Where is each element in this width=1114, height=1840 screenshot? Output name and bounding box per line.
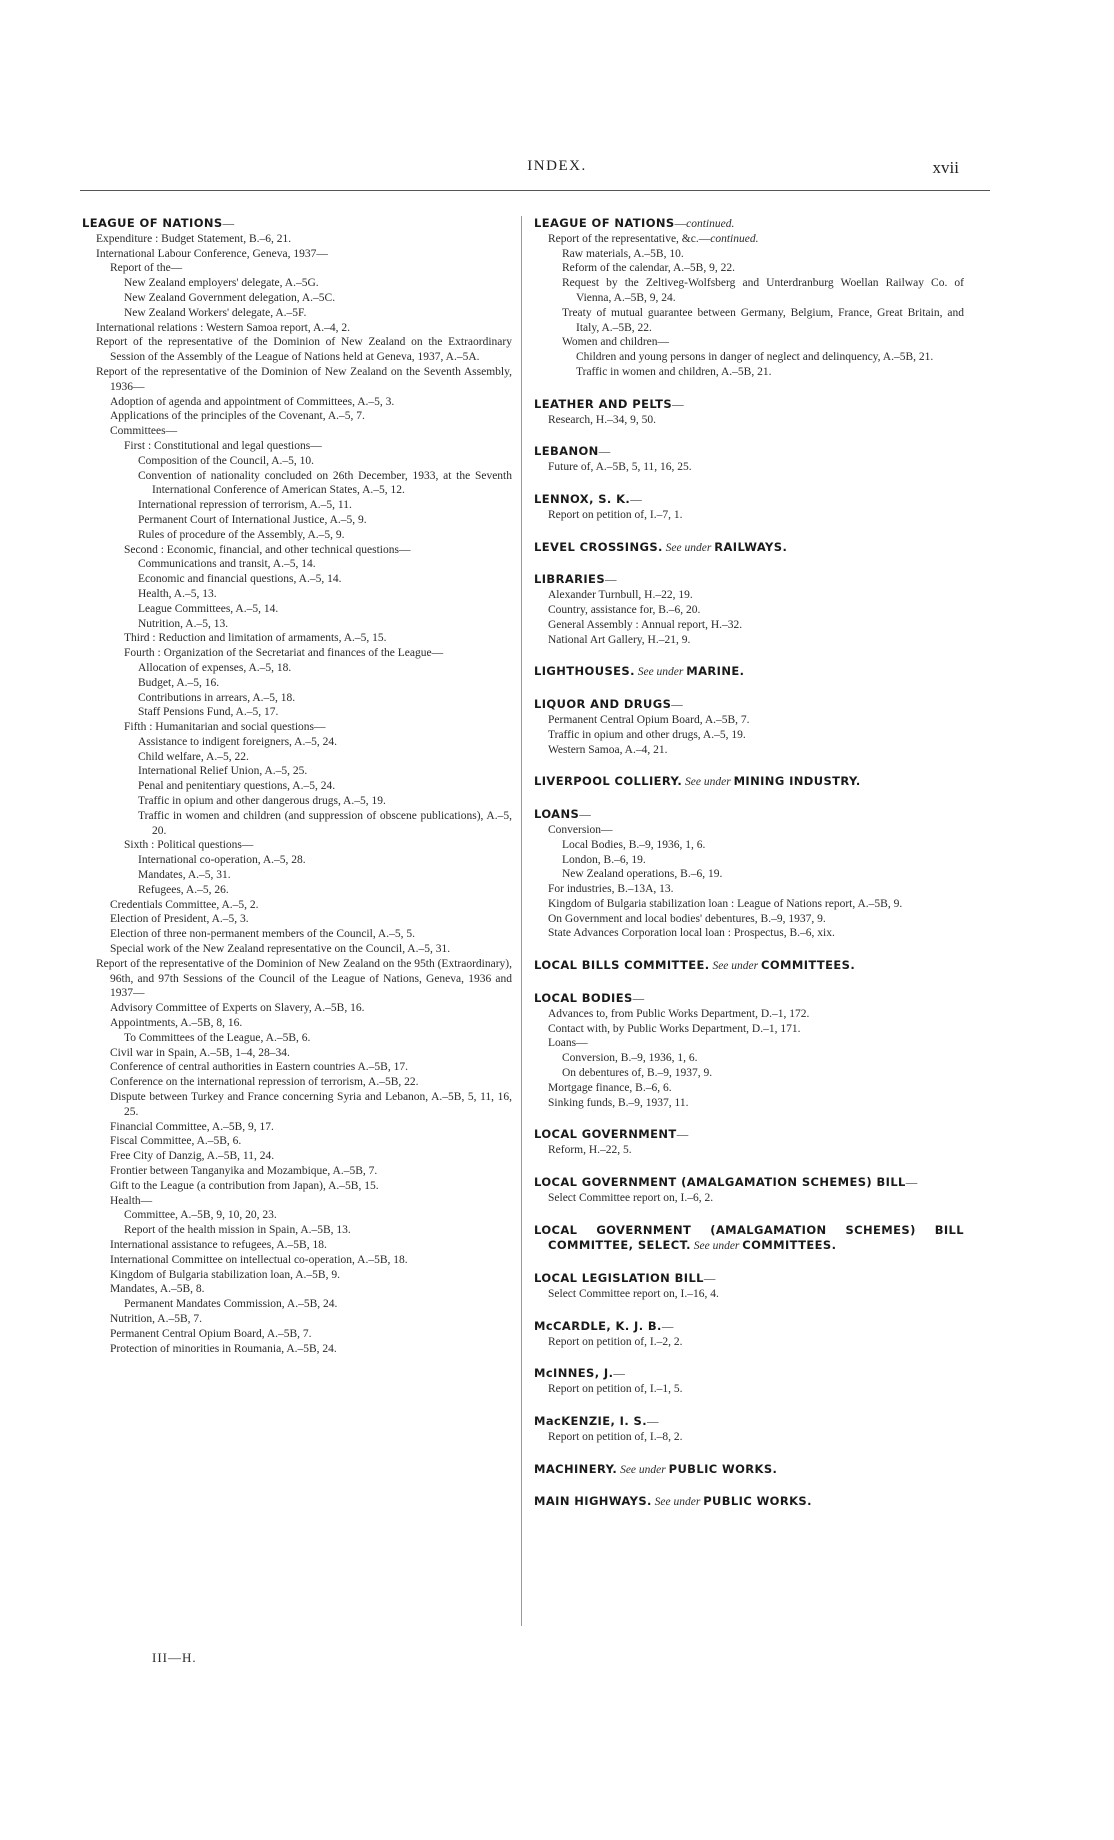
entry-text: Fifth : Humanitarian and social questions—: [124, 721, 326, 734]
index-entry: [534, 603, 964, 618]
index-entry: [82, 395, 512, 410]
entry-text: Report on petition of, I.–2, 2.: [548, 1335, 683, 1348]
index-entry: [534, 1022, 964, 1037]
index-entry: [534, 926, 964, 941]
index-entry: [82, 676, 512, 691]
index-entry: [534, 232, 964, 247]
index-entry: [534, 1191, 964, 1206]
index-entry: [82, 912, 512, 927]
entry-text: Permanent Central Opium Board, A.–5B, 7.: [548, 713, 750, 726]
entry-text: Request by the Zeltiveg-Wolfsberg and Unterdranburg Woellan Railway Co. of Vienna, A.–5B, 9, 24.: [562, 277, 964, 304]
entry-text: Traffic in women and children (and suppression of obscene publications), A.–5, 20.: [138, 809, 512, 837]
entry-text: —: [646, 1416, 659, 1429]
entry-text: Health, A.–5, 13.: [138, 587, 217, 600]
entry-text: Report of the—: [110, 262, 183, 275]
entry-text: Treaty of mutual guarantee between Germany, Belgium, France, Great Britain, and Italy, A.–5B, 22.: [562, 306, 964, 334]
index-entry: [82, 617, 512, 632]
index-entry: [82, 1134, 512, 1149]
index-entry: [82, 1016, 512, 1031]
entry-text: Conference of central authorities in Eastern countries A.–5B, 17.: [110, 1061, 408, 1074]
italic-text: See under: [712, 960, 759, 973]
index-entry: [82, 705, 512, 720]
entry-text: —: [613, 1368, 625, 1381]
entry-text: Expenditure : Budget Statement, B.–6, 21.: [96, 232, 292, 245]
index-entry: [534, 853, 964, 868]
entry-text: Raw materials, A.–5B, 10.: [562, 247, 684, 260]
entry-text: On debentures of, B.–9, 1937, 9.: [562, 1067, 713, 1080]
heading-text: LEAGUE OF NATIONS: [534, 216, 675, 230]
index-entry: [82, 1268, 512, 1283]
index-entry: [82, 661, 512, 676]
heading-text: LEVEL CROSSINGS.: [534, 539, 663, 554]
heading-text: COMMITTEES.: [761, 958, 856, 973]
heading-text: MacKENZIE, I. S.: [534, 1414, 647, 1429]
index-entry: [534, 618, 964, 633]
index-entry: [82, 1253, 512, 1268]
entry-text: Report of the representative of the Dominion of New Zealand on the Extraordinary Session of the Assembly of the League of Nations held at Geneva, 1937, A.–5A.: [96, 336, 512, 364]
entry-text: Allocation of expenses, A.–5, 18.: [138, 661, 292, 674]
heading-text: PUBLIC WORKS.: [703, 1494, 812, 1509]
heading-text: MACHINERY.: [534, 1461, 618, 1476]
index-entry: [534, 633, 964, 648]
entry-text: Health—: [110, 1194, 153, 1207]
index-entry: [534, 276, 964, 306]
heading-text: LEATHER AND PELTS: [534, 396, 673, 411]
entry-text: For industries, B.–13A, 13.: [548, 883, 674, 896]
index-entry: [534, 1335, 964, 1350]
page-header: [0, 158, 1114, 182]
entry-text: Local Bodies, B.–9, 1936, 1, 6.: [562, 838, 706, 851]
index-heading: [534, 1175, 964, 1191]
entry-text: General Assembly : Annual report, H.–32.: [548, 618, 743, 631]
index-entry: [82, 454, 512, 469]
index-entry: [534, 882, 964, 897]
entry-text: —: [222, 218, 235, 230]
entry-text: International relations : Western Samoa report, A.–4, 2.: [96, 321, 351, 334]
index-entry: [534, 743, 964, 758]
entry-text: League Committees, A.–5, 14.: [138, 602, 279, 615]
entry-text: Assistance to indigent foreigners, A.–5, 24.: [138, 735, 337, 748]
entry-text: —: [632, 993, 645, 1006]
entry-text: First : Constitutional and legal questions—: [124, 439, 322, 452]
entry-text: Advisory Committee of Experts on Slavery, A.–5B, 16.: [110, 1002, 365, 1015]
index-heading: [534, 807, 964, 823]
entry-text: Protection of minorities in Roumania, A.–5B, 24.: [110, 1342, 337, 1355]
entry-text: Select Committee report on, I.–6, 2.: [548, 1191, 714, 1204]
index-entry: [82, 868, 512, 883]
entry-text: Report on petition of, I.–1, 5.: [548, 1383, 683, 1396]
entry-text: Mandates, A.–5B, 8.: [110, 1283, 205, 1296]
header-rule: [80, 190, 990, 191]
entry-text: Adoption of agenda and appointment of Committees, A.–5, 3.: [110, 395, 395, 408]
index-entry: [534, 823, 964, 838]
index-entry: [82, 927, 512, 942]
index-entry: [534, 1382, 964, 1397]
entry-text: Budget, A.–5, 16.: [138, 676, 220, 689]
entry-text: Report on petition of, I.–7, 1.: [548, 508, 683, 521]
entry-text: Reform, H.–22, 5.: [548, 1144, 632, 1157]
entry-text: Conversion—: [548, 823, 613, 836]
italic-text: continued.: [710, 232, 759, 245]
page-title: INDEX.: [527, 158, 587, 174]
index-entry: [82, 1223, 512, 1238]
entry-text: Women and children—: [562, 336, 670, 349]
entry-text: —: [676, 1129, 689, 1142]
index-entry: [534, 867, 964, 882]
entry-text: —: [630, 493, 642, 506]
entry-text: Financial Committee, A.–5B, 9, 17.: [110, 1120, 274, 1133]
index-entry: [82, 469, 512, 499]
entry-text: Convention of nationality concluded on 26th December, 1933, at the Seventh International Conference of American States, A.–5, 12.: [138, 469, 512, 497]
index-heading: [534, 1223, 964, 1255]
entry-text: Report of the representative of the Dominion of New Zealand on the Seventh Assembly, 1936—: [96, 365, 512, 393]
entry-text: Advances to, from Public Works Department, D.–1, 172.: [548, 1007, 810, 1020]
index-heading: [534, 572, 964, 588]
index-heading: [534, 444, 964, 460]
italic-text: See under: [637, 666, 684, 679]
entry-text: Traffic in opium and other dangerous drugs, A.–5, 19.: [138, 795, 386, 808]
entry-text: Special work of the New Zealand representative on the Council, A.–5, 31.: [110, 943, 451, 956]
entry-text: Research, H.–34, 9, 50.: [548, 413, 656, 426]
index-entry: [82, 794, 512, 809]
entry-text: —: [671, 699, 683, 712]
entry-text: To Committees of the League, A.–5B, 6.: [124, 1031, 311, 1044]
entry-text: State Advances Corporation local loan : Prospectus, B.–6, xix.: [548, 927, 835, 940]
index-entry: [82, 720, 512, 735]
entry-text: Kingdom of Bulgaria stabilization loan, A.–5B, 9.: [110, 1268, 340, 1281]
entry-text: Rules of procedure of the Assembly, A.–5, 9.: [138, 528, 345, 541]
entry-text: Appointments, A.–5B, 8, 16.: [110, 1017, 243, 1030]
index-entry: [534, 588, 964, 603]
entry-text: Applications of the principles of the Covenant, A.–5, 7.: [110, 410, 365, 423]
heading-text: COMMITTEES.: [742, 1238, 837, 1253]
heading-text: LEAGUE OF NATIONS: [82, 216, 223, 230]
index-heading: [534, 1127, 964, 1143]
index-entry: [82, 646, 512, 661]
entry-text: Kingdom of Bulgaria stabilization loan : League of Nations report, A.–5B, 9.: [548, 897, 903, 910]
index-heading: [534, 1462, 964, 1478]
index-entry: [534, 306, 964, 336]
entry-text: Alexander Turnbull, H.–22, 19.: [548, 589, 693, 602]
entry-text: Civil war in Spain, A.–5B, 1–4, 28–34.: [110, 1046, 290, 1059]
index-entry: [82, 1149, 512, 1164]
entry-text: International repression of terrorism, A.–5, 11.: [138, 499, 352, 512]
index-heading: [82, 216, 512, 232]
index-heading: [534, 991, 964, 1007]
heading-text: LENNOX, S. K.: [534, 491, 631, 506]
index-entry: [534, 350, 964, 365]
italic-text: See under: [654, 1496, 701, 1509]
italic-text: See under: [665, 541, 712, 554]
entry-text: Report on petition of, I.–8, 2.: [548, 1430, 683, 1443]
entry-text: —: [672, 398, 684, 411]
entry-text: National Art Gallery, H.–21, 9.: [548, 633, 691, 646]
entry-text: Select Committee report on, I.–16, 4.: [548, 1288, 719, 1301]
entry-text: Contributions in arrears, A.–5, 18.: [138, 691, 296, 704]
entry-text: Frontier between Tanganyika and Mozambique, A.–5B, 7.: [110, 1165, 378, 1177]
entry-text: —: [661, 1320, 674, 1333]
index-entry: [82, 335, 512, 365]
entry-text: Sinking funds, B.–9, 1937, 11.: [548, 1096, 689, 1109]
entry-text: Traffic in opium and other drugs, A.–5, 19.: [548, 728, 746, 741]
heading-text: LEBANON: [534, 444, 599, 459]
index-entry: [82, 543, 512, 558]
entry-text: Mortgage finance, B.–6, 6.: [548, 1081, 672, 1094]
entry-text: Penal and penitentiary questions, A.–5, 24.: [138, 780, 336, 793]
entry-text: On Government and local bodies' debentures, B.–9, 1937, 9.: [548, 912, 826, 925]
index-entry: [534, 1007, 964, 1022]
index-entry: [82, 1238, 512, 1253]
entry-text: —: [598, 446, 611, 459]
entry-text: International Labour Conference, Geneva, 1937—: [96, 247, 328, 260]
index-entry: [534, 838, 964, 853]
entry-text: Child welfare, A.–5, 22.: [138, 750, 249, 763]
heading-text: LIQUOR AND DRUGS: [534, 697, 672, 712]
entry-text: Conference on the international repression of terrorism, A.–5B, 22.: [110, 1076, 419, 1089]
index-heading: [534, 958, 964, 974]
entry-text: Nutrition, A.–5, 13.: [138, 617, 229, 630]
index-entry: [534, 728, 964, 743]
index-entry: [82, 1282, 512, 1297]
index-entry: [82, 853, 512, 868]
heading-text: LIBRARIES: [534, 572, 605, 587]
index-entry: [534, 460, 964, 475]
index-entry: [82, 247, 512, 262]
entry-text: —: [905, 1177, 918, 1190]
index-heading: [534, 664, 964, 680]
entry-text: Conversion, B.–9, 1936, 1, 6.: [562, 1052, 698, 1065]
entry-text: Nutrition, A.–5B, 7.: [110, 1312, 203, 1325]
entry-text: Report of the health mission in Spain, A.–5B, 13.: [124, 1224, 351, 1237]
entry-text: Permanent Court of International Justice, A.–5, 9.: [138, 513, 367, 526]
index-entry: [82, 232, 512, 247]
heading-text: MARINE.: [686, 664, 745, 679]
entry-text: London, B.–6, 19.: [562, 853, 646, 866]
entry-text: Mandates, A.–5, 31.: [138, 869, 231, 882]
index-heading: [534, 397, 964, 413]
index-heading: [534, 1319, 964, 1335]
heading-text: McCARDLE, K. J. B.: [534, 1318, 662, 1333]
index-entry: [82, 365, 512, 395]
index-entry: [82, 1120, 512, 1135]
index-entry: [534, 261, 964, 276]
index-entry: [534, 413, 964, 428]
index-entry: [82, 1179, 512, 1194]
index-entry: [534, 365, 964, 380]
index-heading: [534, 697, 964, 713]
index-entry: [82, 942, 512, 957]
heading-text: LOANS: [534, 807, 580, 822]
entry-text: Sixth : Political questions—: [124, 839, 254, 852]
entry-text: Election of three non-permanent members of the Council, A.–5, 5.: [110, 928, 415, 941]
index-entry: [82, 764, 512, 779]
index-entry: [82, 1060, 512, 1075]
entry-text: Election of President, A.–5, 3.: [110, 913, 249, 926]
entry-text: Report of the representative, &c.—: [548, 232, 711, 245]
signature-mark: III—H.: [152, 1650, 197, 1665]
index-entry: [82, 424, 512, 439]
index-entry: [534, 1287, 964, 1302]
index-entry: [534, 1430, 964, 1445]
index-entry: [82, 631, 512, 646]
entry-text: —: [605, 574, 617, 587]
entry-text: Reform of the calendar, A.–5B, 9, 22.: [562, 262, 735, 275]
index-entry: [82, 838, 512, 853]
index-entry: [534, 1051, 964, 1066]
index-entry: [82, 513, 512, 528]
entry-text: Country, assistance for, B.–6, 20.: [548, 603, 701, 616]
heading-text: McINNES, J.: [534, 1366, 614, 1381]
index-entry: [82, 276, 512, 291]
index-entry: [82, 528, 512, 543]
index-entry: [82, 321, 512, 336]
entry-text: New Zealand operations, B.–6, 19.: [562, 868, 723, 881]
heading-text: LOCAL LEGISLATION BILL: [534, 1271, 704, 1286]
index-heading: [534, 492, 964, 508]
index-entry: [82, 1297, 512, 1312]
entry-text: International Relief Union, A.–5, 25.: [138, 765, 308, 778]
entry-text: International co-operation, A.–5, 28.: [138, 854, 306, 867]
index-heading: [534, 540, 964, 556]
index-entry: [82, 1164, 512, 1179]
entry-text: International assistance to refugees, A.–5B, 18.: [110, 1238, 327, 1251]
index-entry: [82, 1090, 512, 1120]
entry-text: Free City of Danzig, A.–5B, 11, 24.: [110, 1150, 275, 1163]
entry-text: Contact with, by Public Works Department, D.–1, 171.: [548, 1022, 801, 1035]
entry-text: New Zealand Government delegation, A.–5C.: [124, 291, 336, 304]
index-entry: [82, 957, 512, 1001]
entry-text: —: [674, 218, 687, 230]
entry-text: Communications and transit, A.–5, 14.: [138, 558, 316, 571]
index-entry: [82, 557, 512, 572]
index-entry: [534, 1081, 964, 1096]
heading-text: MINING INDUSTRY.: [733, 774, 861, 789]
entry-text: Economic and financial questions, A.–5, 14.: [138, 573, 342, 586]
entry-text: Permanent Mandates Commission, A.–5B, 24.: [124, 1298, 338, 1311]
index-entry: [534, 713, 964, 728]
entry-text: Traffic in women and children, A.–5B, 21.: [576, 365, 772, 378]
index-entry: [82, 750, 512, 765]
index-entry: [82, 1312, 512, 1327]
heading-text: PUBLIC WORKS.: [668, 1461, 778, 1476]
index-entry: [82, 735, 512, 750]
entry-text: Report of the representative of the Dominion of New Zealand on the 95th (Extraordinary), 96th, and 97th Sessions of the Council of the League of Nations, Geneva, 1936 and 1937—: [96, 957, 512, 1000]
index-entry: [534, 335, 964, 350]
entry-text: —: [703, 1273, 716, 1286]
italic-text: See under: [620, 1463, 666, 1476]
index-entry: [82, 602, 512, 617]
entry-text: Western Samoa, A.–4, 21.: [548, 743, 668, 756]
entry-text: New Zealand employers' delegate, A.–5G.: [124, 277, 319, 290]
entry-text: New Zealand Workers' delegate, A.–5F.: [124, 306, 307, 319]
entry-text: Loans—: [548, 1037, 588, 1050]
index-entry: [82, 1046, 512, 1061]
entry-text: Gift to the League (a contribution from Japan), A.–5B, 15.: [110, 1179, 379, 1192]
entry-text: Future of, A.–5B, 5, 11, 16, 25.: [548, 461, 692, 474]
heading-text: LIGHTHOUSES.: [534, 664, 635, 679]
index-entry: [534, 1066, 964, 1081]
index-entry: [82, 809, 512, 839]
entry-text: Refugees, A.–5, 26.: [138, 883, 229, 896]
italic-text: continued.: [686, 218, 735, 230]
heading-text: LOCAL BODIES: [534, 991, 633, 1006]
index-column-right: [534, 216, 964, 1510]
index-entry: [82, 1208, 512, 1223]
index-entry: [534, 1096, 964, 1111]
index-heading: [534, 216, 964, 232]
heading-text: LOCAL GOVERNMENT: [534, 1127, 677, 1142]
index-entry: [82, 572, 512, 587]
entry-text: Fourth : Organization of the Secretariat and finances of the League—: [124, 647, 444, 660]
index-entry: [82, 1001, 512, 1016]
page-number: xvii: [932, 158, 959, 177]
index-entry: [82, 409, 512, 424]
index-entry: [82, 1031, 512, 1046]
italic-text: See under: [693, 1240, 740, 1253]
index-entry: [82, 1075, 512, 1090]
index-entry: [534, 897, 964, 912]
entry-text: Second : Economic, financial, and other technical questions—: [124, 543, 411, 556]
entry-text: Third : Reduction and limitation of armaments, A.–5, 15.: [124, 632, 387, 645]
index-entry: [82, 439, 512, 454]
entry-text: Committees—: [110, 425, 178, 438]
entry-text: Dispute between Turkey and France concerning Syria and Lebanon, A.–5B, 5, 11, 16, 25.: [110, 1091, 512, 1118]
entry-text: International Committee on intellectual co-operation, A.–5B, 18.: [110, 1253, 408, 1266]
index-heading: [534, 1366, 964, 1382]
index-entry: [82, 779, 512, 794]
index-entry: [82, 291, 512, 306]
entry-text: Permanent Central Opium Board, A.–5B, 7.: [110, 1327, 312, 1340]
index-entry: [82, 306, 512, 321]
index-entry: [82, 883, 512, 898]
index-entry: [534, 1143, 964, 1158]
index-entry: [534, 247, 964, 262]
italic-text: See under: [685, 776, 731, 789]
index-entry: [82, 898, 512, 913]
heading-text: LOCAL GOVERNMENT (AMALGAMATION SCHEMES) BILL COMMITTEE, SELECT.: [534, 1222, 964, 1253]
index-entry: [82, 1342, 512, 1357]
heading-text: MAIN HIGHWAYS.: [534, 1494, 652, 1509]
index-entry: [82, 261, 512, 276]
index-entry: [82, 1194, 512, 1209]
index-entry: [82, 691, 512, 706]
index-entry: [82, 498, 512, 513]
entry-text: Committee, A.–5B, 9, 10, 20, 23.: [124, 1209, 277, 1222]
index-heading: [534, 1414, 964, 1430]
index-heading: [534, 1271, 964, 1287]
heading-text: RAILWAYS.: [714, 539, 788, 554]
index-heading: [534, 774, 964, 790]
index-entry: [534, 508, 964, 523]
entry-text: Fiscal Committee, A.–5B, 6.: [110, 1135, 242, 1148]
entry-text: Staff Pensions Fund, A.–5, 17.: [138, 706, 279, 719]
heading-text: LOCAL GOVERNMENT (AMALGAMATION SCHEMES) BILL: [534, 1175, 906, 1190]
index-column-left: [82, 216, 512, 1356]
entry-text: Credentials Committee, A.–5, 2.: [110, 898, 259, 911]
index-heading: [534, 1494, 964, 1510]
entry-text: —: [579, 809, 591, 822]
column-divider: [521, 216, 522, 1626]
index-entry: [534, 1036, 964, 1051]
entry-text: Children and young persons in danger of neglect and delinquency, A.–5B, 21.: [576, 351, 934, 364]
entry-text: Composition of the Council, A.–5, 10.: [138, 454, 315, 467]
index-entry: [82, 587, 512, 602]
index-entry: [82, 1327, 512, 1342]
heading-text: LIVERPOOL COLLIERY.: [534, 774, 683, 789]
heading-text: LOCAL BILLS COMMITTEE.: [534, 958, 710, 973]
index-entry: [534, 912, 964, 927]
